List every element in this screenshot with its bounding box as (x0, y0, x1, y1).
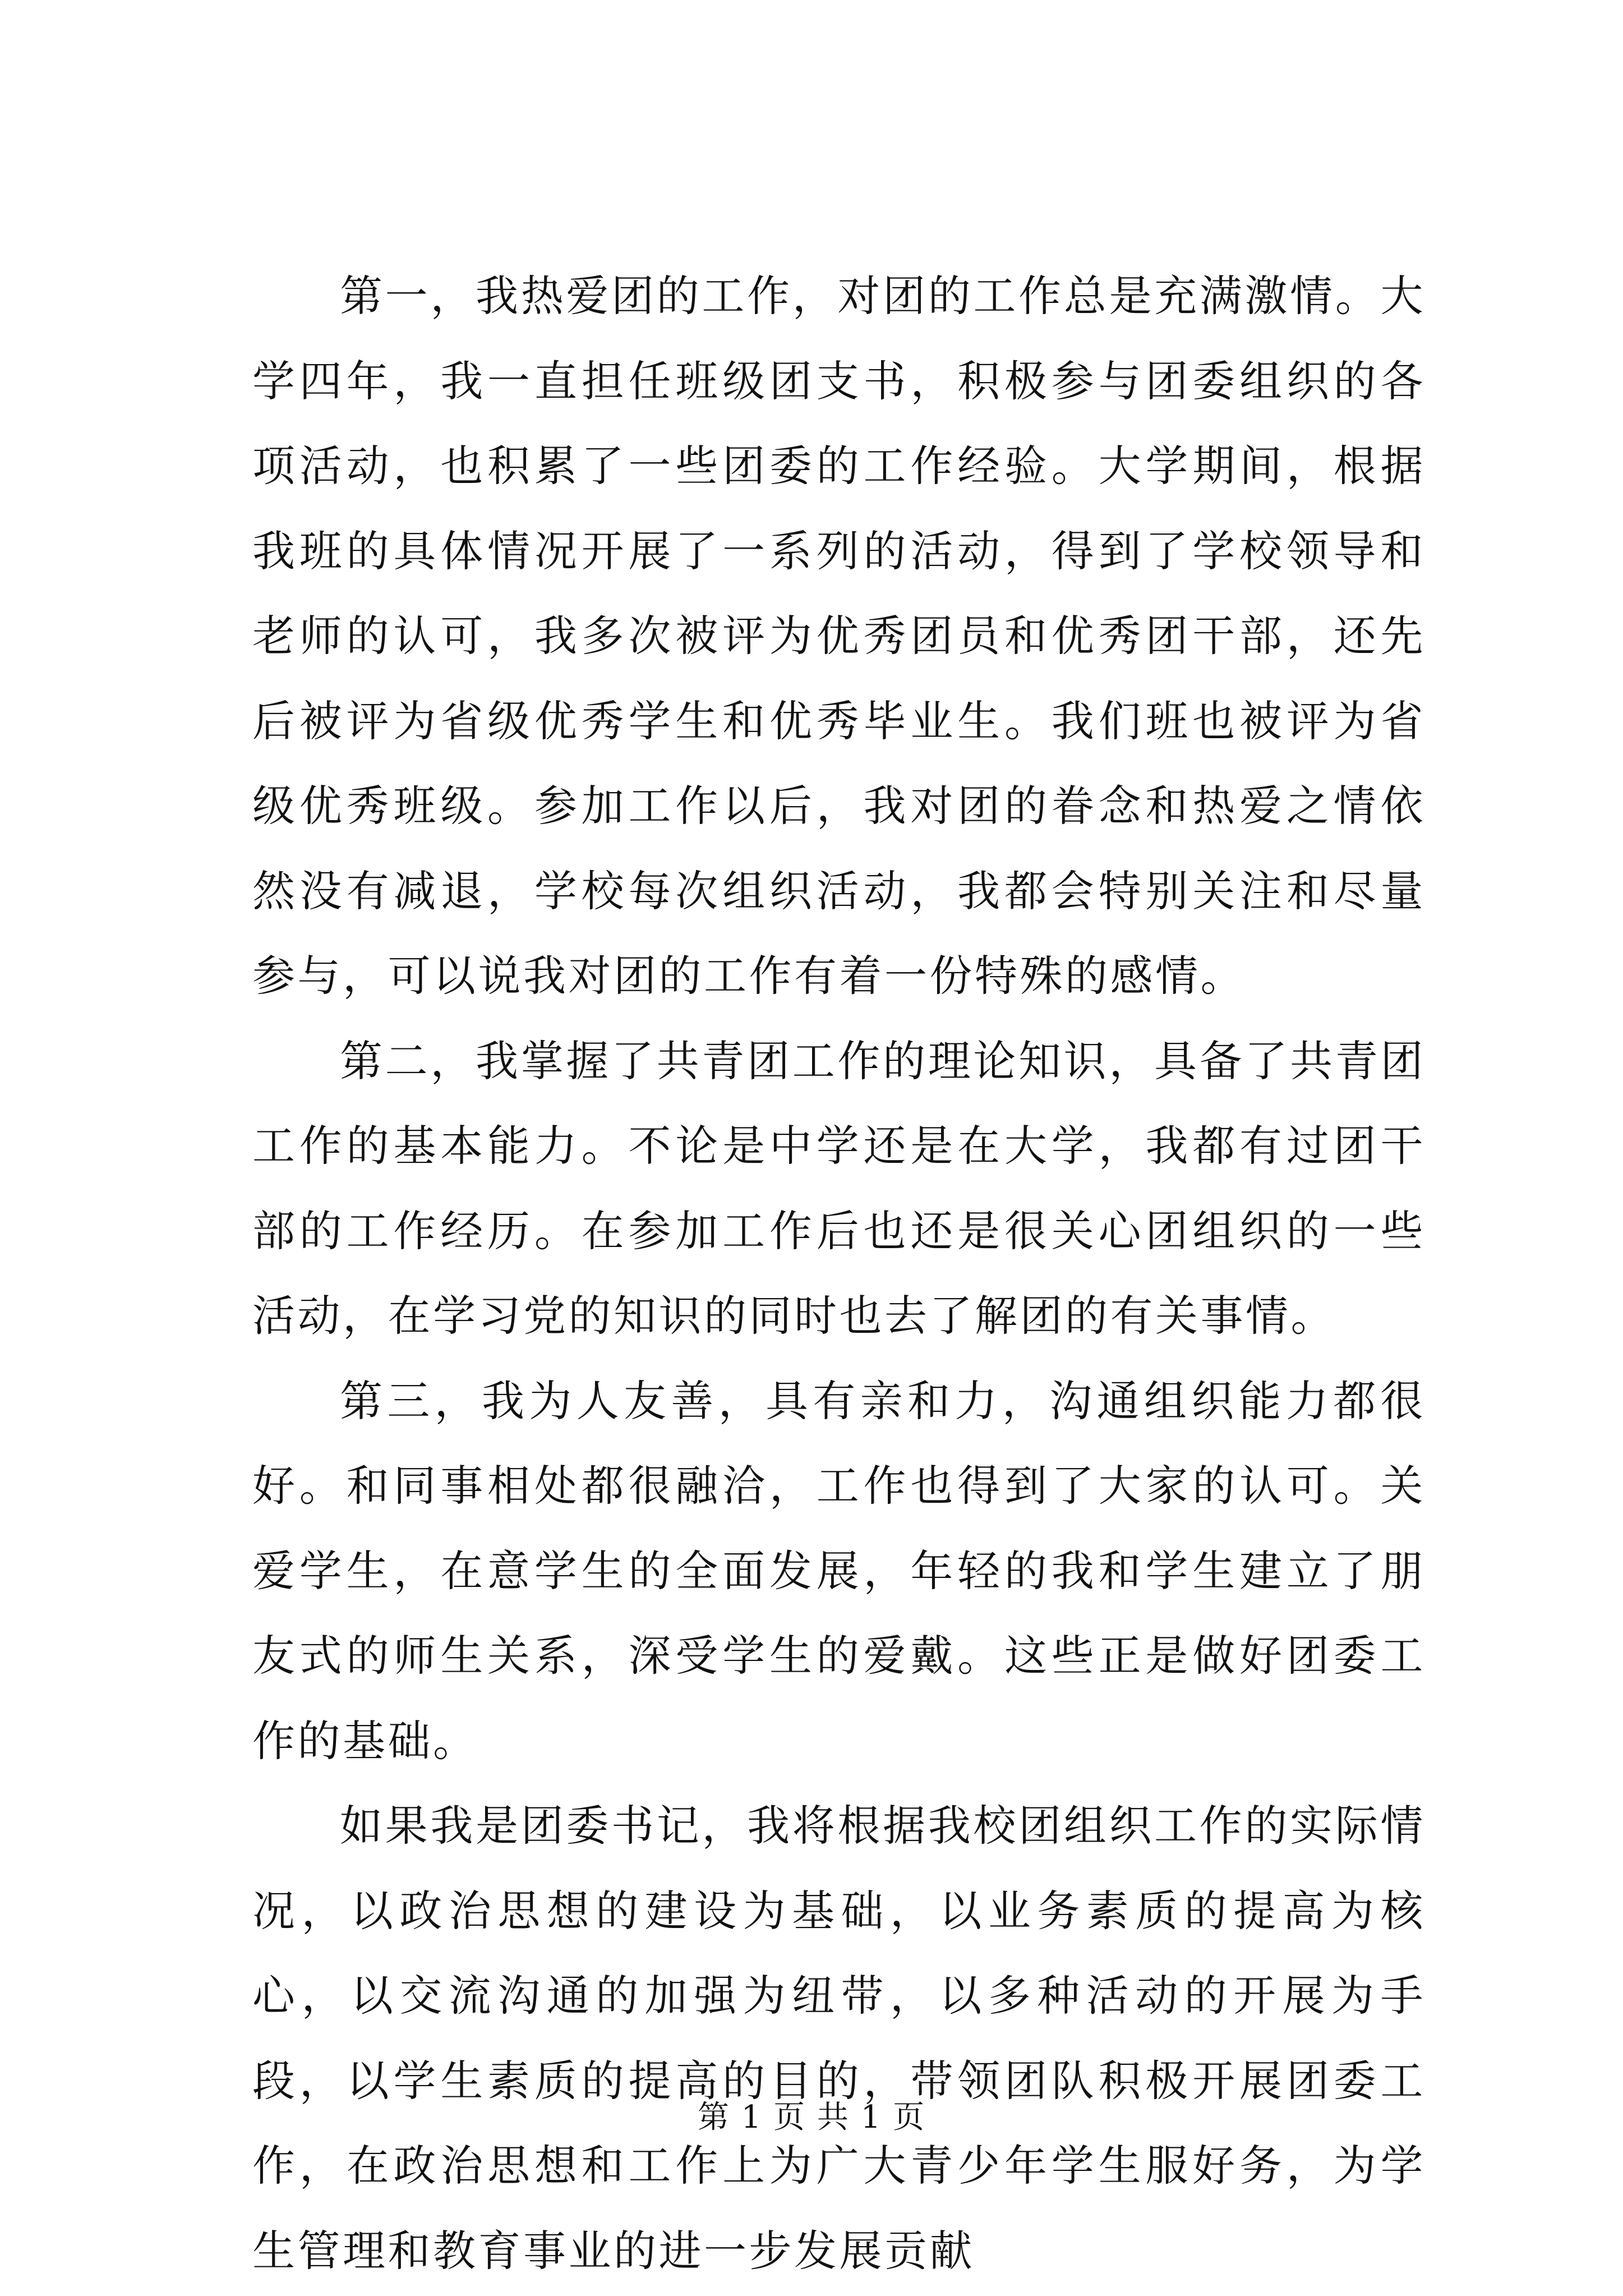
paragraph-2: 第二，我掌握了共青团工作的理论知识，具备了共青团工作的基本能力。不论是中学还是在大学，我都有过团干部的工作经历。在参加工作后也还是很关心团组织的一些活动，在学习党的知识的同时也去了解团的有关事情。 (252, 1036, 1426, 1341)
page-number-footer: 第 1 页 共 1 页 (697, 2099, 926, 2136)
paragraph-1: 第一，我热爱团的工作，对团的工作总是充满激情。大学四年，我一直担任班级团支书，积极参与团委组织的各项活动，也积累了一些团委的工作经验。大学期间，根据我班的具体情况开展了一系列的活动，得到了学校领导和老师的认可，我多次被评为优秀团员和优秀团干部，还先后被评为省级优秀学生和优秀毕业生。我们班也被评为省级优秀班级。参加工作以后，我对团的眷念和热爱之情依然没有减退，学校每次组织活动，我都会特别关注和尽量参与，可以说我对团的工作有着一份特殊的感情。 (252, 271, 1426, 1001)
paragraph-3: 第三，我为人友善，具有亲和力，沟通组织能力都很好。和同事相处都很融洽，工作也得到了大家的认可。关爱学生，在意学生的全面发展，年轻的我和学生建立了朋友式的师生关系，深受学生的爱戴。这些正是做好团委工作的基础。 (252, 1375, 1426, 1766)
document-body (252, 254, 1426, 2293)
paragraph-4: 如果我是团委书记，我将根据我校团组织工作的实际情况，以政治思想的建设为基础，以业务素质的提高为核心，以交流沟通的加强为纽带，以多种活动的开展为手段，以学生素质的提高的目的，带领团队积极开展团委工作，在政治思想和工作上为广大青少年学生服好务，为学生管理和教育事业的进一步发展贡献 (252, 1801, 1426, 2276)
